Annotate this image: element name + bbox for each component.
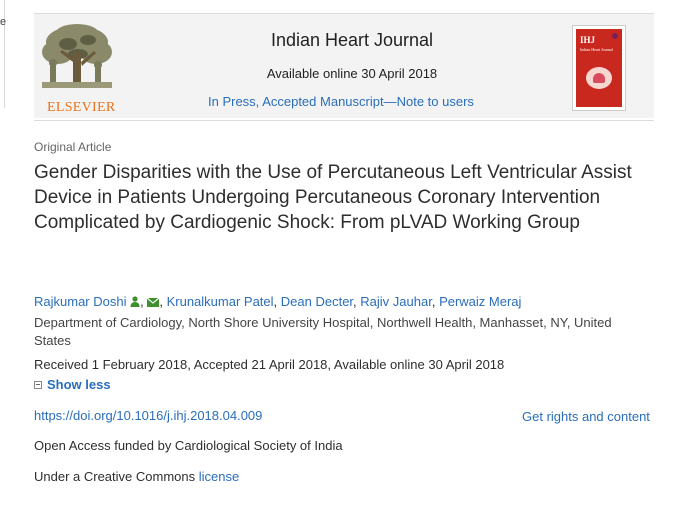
doi-link[interactable]: https://doi.org/10.1016/j.ihj.2018.04.009 <box>34 408 263 423</box>
license-statement <box>34 469 239 484</box>
author-link[interactable]: Perwaiz Meraj <box>439 294 522 309</box>
header-bottom-divider <box>34 120 654 121</box>
accepted-manuscript-link[interactable]: In Press, Accepted Manuscript <box>208 94 384 109</box>
cover-illustration <box>586 67 612 89</box>
available-online-date: Available online 30 April 2018 <box>266 66 438 81</box>
author-separator: , <box>273 294 281 309</box>
author-link[interactable]: Rajiv Jauhar <box>360 294 432 309</box>
license-prefix: Under a Creative Commons <box>34 469 196 484</box>
author-link[interactable]: Dean Decter <box>280 294 354 309</box>
author-link[interactable]: Rajkumar Doshi <box>34 294 127 309</box>
article-history: Received 1 February 2018, Accepted 21 April 2018, Available online 30 April 2018 <box>34 357 505 372</box>
open-access-statement: Open Access funded by Cardiological Society of India <box>34 438 343 453</box>
publisher-wordmark: ELSEVIER <box>47 100 116 115</box>
show-less-toggle[interactable] <box>34 377 111 392</box>
author-separator: , <box>353 294 361 309</box>
elsevier-tree-logo[interactable] <box>38 22 116 114</box>
status-separator: — <box>383 94 397 109</box>
cover-abbrev: IHJ <box>580 35 596 45</box>
article-title: Gender Disparities with the Use of Percutaneous Left Ventricular Assist Device in Patients Undergoing Percutaneous Coronary Intervention Complicated by Cardiogenic Shock: From pLVAD Working Group <box>34 162 632 233</box>
author-separator: , <box>159 294 167 309</box>
article-type-label: Original Article <box>34 140 112 154</box>
manuscript-status <box>208 94 474 109</box>
rights-and-content-link[interactable]: Get rights and content <box>522 409 650 424</box>
journal-title-link[interactable]: Indian Heart Journal <box>270 30 434 50</box>
left-pane-edge <box>0 0 5 108</box>
mail-icon[interactable] <box>147 295 159 310</box>
show-less-label: Show less <box>47 377 111 392</box>
cover-badge-icon <box>612 33 618 39</box>
journal-header <box>34 14 654 118</box>
journal-cover <box>576 29 622 107</box>
author-list <box>34 294 521 310</box>
journal-cover-thumbnail[interactable] <box>572 25 626 111</box>
author-icon-separator: , <box>140 294 144 309</box>
collapse-icon <box>34 381 42 389</box>
person-icon[interactable] <box>130 295 140 310</box>
license-link[interactable]: license <box>198 469 240 484</box>
cover-subtitle: Indian Heart Journal <box>580 47 613 52</box>
author-link[interactable]: Krunalkumar Patel <box>166 294 274 309</box>
author-separator: , <box>431 294 440 309</box>
author-affiliation: Department of Cardiology, North Shore University Hospital, Northwell Health, Manhasset, NY, United States <box>34 315 612 348</box>
left-pane-edge-text: e <box>0 16 7 28</box>
note-to-users-link[interactable]: Note to users <box>396 94 474 109</box>
